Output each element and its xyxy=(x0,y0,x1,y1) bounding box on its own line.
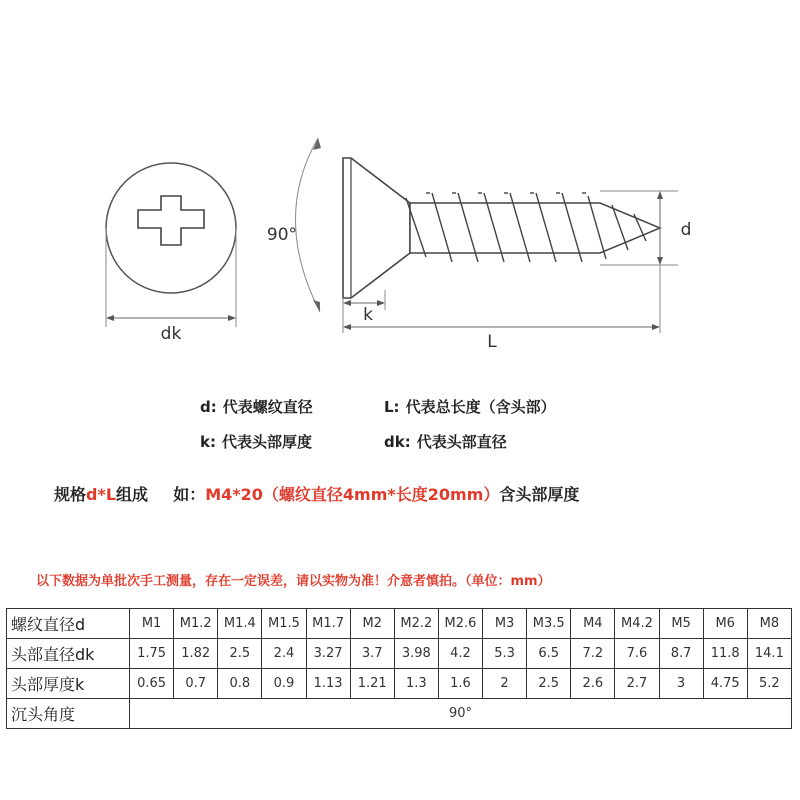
table-cell: 2.5 xyxy=(527,669,571,699)
table-cell: 7.2 xyxy=(571,639,615,669)
table-cell: 1.13 xyxy=(306,669,350,699)
dk-label: dk xyxy=(160,324,182,344)
table-cell: M1.5 xyxy=(262,609,306,639)
table-cell: 1.3 xyxy=(394,669,438,699)
table-cell: 3.7 xyxy=(350,639,394,669)
table-cell: M3.5 xyxy=(527,609,571,639)
spec-formula: d*L xyxy=(86,485,117,504)
table-cell: 5.2 xyxy=(747,669,791,699)
spec-example: M4*20（螺纹直径4mm*长度20mm） xyxy=(205,485,500,504)
table-cell: 0.8 xyxy=(218,669,262,699)
legend-d-text: 代表螺纹直径 xyxy=(222,398,313,416)
row-header: 头部厚度k xyxy=(7,669,130,699)
table-cell: 2 xyxy=(483,669,527,699)
table-row xyxy=(7,639,792,669)
table-cell: M1.7 xyxy=(306,609,350,639)
table-cell: M6 xyxy=(703,609,747,639)
table-cell: M5 xyxy=(659,609,703,639)
measurement-disclaimer: 以下数据为单批次手工测量，存在一定误差，请以实物为准！介意者慎拍。（单位：mm） xyxy=(36,574,551,589)
table-cell: 3 xyxy=(659,669,703,699)
d-label: d xyxy=(680,220,692,240)
L-label: L xyxy=(487,332,497,352)
spec-suffix: 含头部厚度 xyxy=(499,485,580,504)
legend-L-key: L: xyxy=(384,398,400,416)
table-row xyxy=(7,609,792,639)
legend-k-text: 代表头部厚度 xyxy=(221,433,312,451)
spec-table xyxy=(6,608,792,729)
table-cell: M8 xyxy=(747,609,791,639)
table-cell: 2.7 xyxy=(615,669,659,699)
countersink-angle-value: 90° xyxy=(130,699,792,729)
table-cell: M1 xyxy=(130,609,174,639)
table-cell: 5.3 xyxy=(483,639,527,669)
legend-dk-text: 代表头部直径 xyxy=(416,433,507,451)
table-cell: M1.2 xyxy=(174,609,218,639)
legend-k xyxy=(200,431,312,452)
spec-format-line xyxy=(54,482,579,505)
table-cell: 1.82 xyxy=(174,639,218,669)
table-row xyxy=(7,669,792,699)
legend-k-key: k: xyxy=(200,433,216,451)
table-cell: 6.5 xyxy=(527,639,571,669)
table-cell: M2.6 xyxy=(438,609,482,639)
legend-L-text: 代表总长度（含头部） xyxy=(405,398,556,416)
table-cell: 0.7 xyxy=(174,669,218,699)
table-row-angle xyxy=(7,699,792,729)
table-cell: 14.1 xyxy=(747,639,791,669)
table-cell: M3 xyxy=(483,609,527,639)
table-cell: M4 xyxy=(571,609,615,639)
row-header: 沉头角度 xyxy=(7,699,130,729)
table-cell: 2.6 xyxy=(571,669,615,699)
screw-side-view xyxy=(267,138,691,352)
spec-prefix: 规格 xyxy=(54,485,87,504)
table-cell: M2.2 xyxy=(394,609,438,639)
table-cell: 1.6 xyxy=(438,669,482,699)
table-cell: 2.5 xyxy=(218,639,262,669)
table-cell: 8.7 xyxy=(659,639,703,669)
table-cell: 11.8 xyxy=(703,639,747,669)
table-cell: M2 xyxy=(350,609,394,639)
head-top-view xyxy=(106,163,236,344)
legend-dk-key: dk: xyxy=(384,433,411,451)
table-cell: 3.27 xyxy=(306,639,350,669)
table-cell: 3.98 xyxy=(394,639,438,669)
spec-example-label: 如： xyxy=(173,485,206,504)
legend-L xyxy=(384,396,556,417)
row-header: 头部直径dk xyxy=(7,639,130,669)
k-label: k xyxy=(363,305,373,325)
table-cell: 0.9 xyxy=(262,669,306,699)
table-cell: 0.65 xyxy=(130,669,174,699)
table-cell: 7.6 xyxy=(615,639,659,669)
spec-composed: 组成 xyxy=(116,485,149,504)
table-cell: M4.2 xyxy=(615,609,659,639)
screw-diagram xyxy=(0,0,800,370)
angle-label: 90° xyxy=(266,225,298,245)
row-header: 螺纹直径d xyxy=(7,609,130,639)
table-cell: 2.4 xyxy=(262,639,306,669)
table-cell: M1.4 xyxy=(218,609,262,639)
table-cell: 4.2 xyxy=(438,639,482,669)
legend-dk xyxy=(384,431,507,452)
legend-d xyxy=(200,396,313,417)
legend-d-key: d: xyxy=(200,398,217,416)
table-cell: 1.21 xyxy=(350,669,394,699)
table-cell: 1.75 xyxy=(130,639,174,669)
table-cell: 4.75 xyxy=(703,669,747,699)
